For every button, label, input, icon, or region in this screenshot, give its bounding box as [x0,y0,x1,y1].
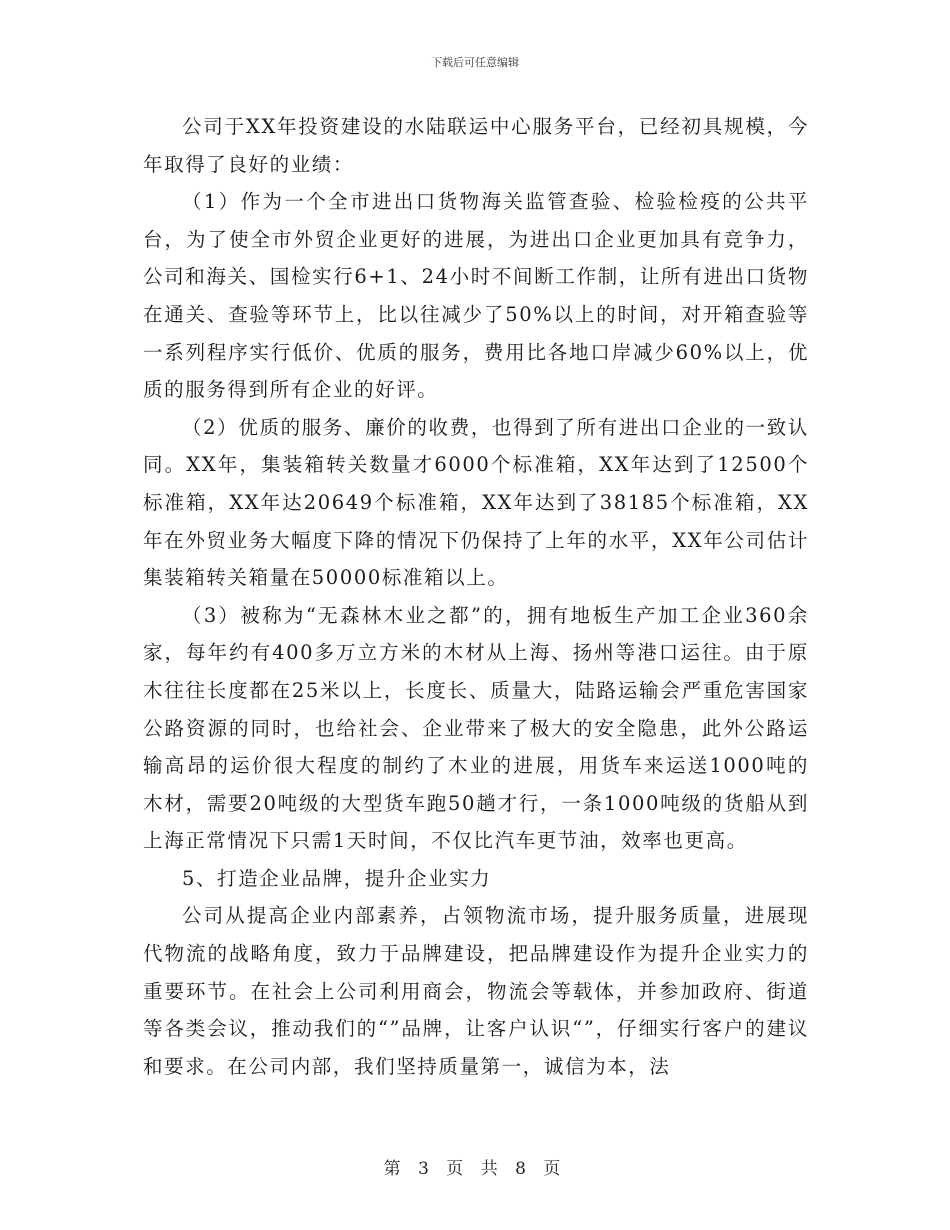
page-number: 第 3 页 共 8 页 [383,1159,567,1179]
section-heading-5: 5、打造企业品牌，提升企业实力 [182,866,492,890]
paragraph-item-1: （1）作为一个全市进出口货物海关监管查验、检验检疫的公共平台，为了使全市外贸企业更好的进展，为进出口企业更加具有竞争力，公司和海关、国检实行6+1、24小时不间断工作制，让所有进出口货物在通关、查验等环节上，比以往减少了50%以上的时间，对开箱查验等一系列程序实行低价、优质的服务，费用比各地口岸减少60%以上，优质的服务得到所有企业的好评。 [143,190,809,402]
paragraph-item-2: （2）优质的服务、廉价的收费，也得到了所有进出口企业的一致认同。XX年，集装箱转关数量才6000个标准箱，XX年达到了12500个标准箱，XX年达20649个标准箱，XX年达到了38185个标准箱，XX年在外贸业务大幅度下降的情况下仍保持了上年的水平，XX年公司估计集装箱转关箱量在50000标准箱以上。 [143,415,809,590]
paragraph-item-3: （3）被称为“无森林木业之都”的，拥有地板生产加工企业360余家，每年约有400多万立方米的木材从上海、扬州等港口运往。由于原木往往长度都在25米以上，长度长、质量大，陆路运输会严重危害国家公路资源的同时，也给社会、企业带来了极大的安全隐患，此外公路运输高昂的运价很大程度的制约了木业的进展，用货车来运送1000吨的木材，需要20吨级的大型货车跑50趟才行，一条1000吨级的货船从到上海正常情况下只需1天时间，不仅比汽车更节油，效率也更高。 [143,603,809,853]
paragraph-intro: 公司于XX年投资建设的水陆联运中心服务平台，已经初具规模，今年取得了良好的业绩： [143,115,809,176]
paragraph-brand: 公司从提高企业内部素养，占领物流市场，提升服务质量，进展现代物流的战略角度，致力于品牌建设，把品牌建设作为提升企业实力的重要环节。在社会上公司利用商会，物流会等载体，并参加政府、街道等各类会议，推动我们的“”品牌，让客户认识“”，仔细实行客户的建议和要求。在公司内部，我们坚持质量第一，诚信为本，法 [143,904,809,1078]
document-body [143,108,809,1085]
page-header-note: 下载后可任意编辑 [431,56,519,69]
